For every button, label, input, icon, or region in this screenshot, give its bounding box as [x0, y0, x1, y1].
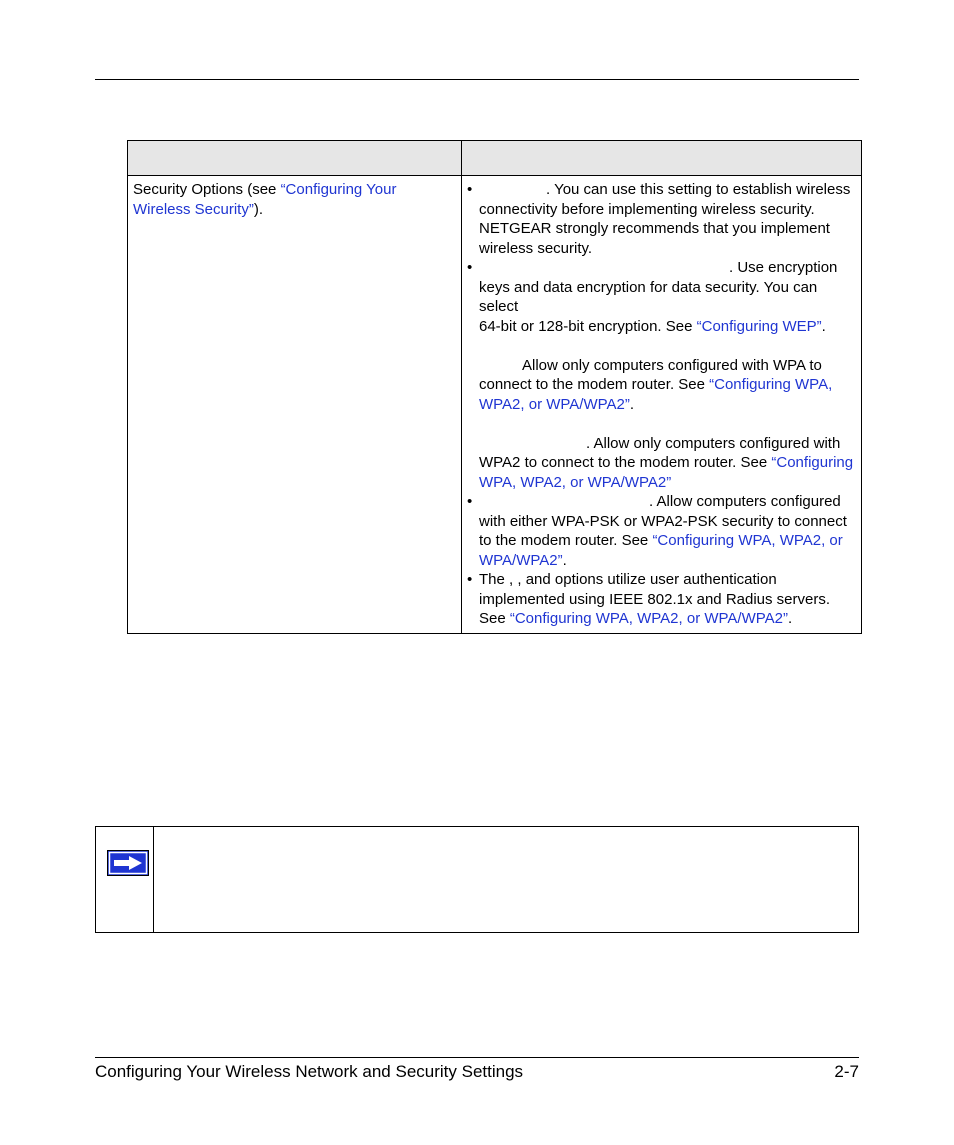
footer-rule: [95, 1057, 859, 1058]
setting-label: Security Options (see: [133, 181, 281, 198]
option-description: . Allow computers configured with either WPA-PSK or WPA2-PSK security to connect to the modem router. See: [479, 493, 847, 549]
option-term: The: [479, 571, 505, 588]
bullet-mark: •: [467, 493, 473, 510]
list-item-wep: [467, 258, 855, 356]
bullet-mark: •: [467, 259, 473, 276]
punctuation: .: [787, 610, 793, 627]
table-row: [128, 176, 862, 634]
punctuation: .: [821, 317, 826, 335]
note-icon-cell: [96, 827, 154, 932]
note-box: [95, 826, 859, 933]
option-description-cont: 64-bit or 128-bit encryption. See: [479, 317, 697, 335]
setting-label-end: ).: [253, 200, 264, 218]
header-rule: [95, 79, 859, 80]
punctuation: .: [562, 551, 567, 569]
option-description: . Use encryption keys and data encryption for data security. You can select: [479, 259, 838, 315]
configuring-wep-link[interactable]: “Configuring WEP”: [696, 317, 822, 335]
table-header-row: [128, 141, 862, 176]
punctuation: .: [629, 395, 635, 413]
column-header-description: [462, 141, 862, 176]
setting-cell: [128, 176, 462, 634]
list-item-wpa: [467, 356, 855, 434]
arrow-right-icon: [107, 850, 149, 876]
list-item-wpa2: [467, 434, 855, 493]
option-description: , , and options utilize user authentication implemented using IEEE 802.1x and Radius servers. See: [479, 571, 831, 627]
option-description: . You can use this setting to establish wireless connectivity before implementing wireless security. NETGEAR strongly recommends that you implement wireless security.: [479, 181, 851, 257]
configuring-wpa-link[interactable]: “Configuring WPA, WPA2, or WPA/WPA2”: [509, 610, 788, 627]
configuring-wpa-link[interactable]: “Configuring WPA, WPA2, or WPA/WPA2”: [479, 532, 843, 569]
bullet-mark: •: [467, 181, 473, 198]
option-description: . Allow only computers configured with WPA2 to connect to the modem router. See: [479, 434, 841, 471]
list-item-radius: [467, 570, 855, 629]
option-description: Allow only computers configured with WPA to connect to the modem router. See: [479, 356, 822, 393]
security-settings-table: [127, 140, 862, 634]
configuring-wpa-link[interactable]: “Configuring WPA, WPA2, or WPA/WPA2”: [479, 376, 833, 413]
security-options-list: [467, 180, 855, 629]
configuring-wireless-security-link[interactable]: “Configuring Your Wireless Security”: [133, 181, 397, 218]
list-item-none: [467, 180, 855, 258]
column-header-setting: [128, 141, 462, 176]
footer-chapter-title: Configuring Your Wireless Network and Security Settings: [95, 1062, 524, 1081]
bullet-mark: •: [467, 571, 473, 588]
list-item-wpa-wpa2: [467, 492, 855, 570]
description-cell: [462, 176, 862, 634]
configuring-wpa-link[interactable]: “Configuring WPA, WPA2, or WPA/WPA2”: [479, 454, 854, 491]
page-number: 2-7: [834, 1062, 859, 1081]
